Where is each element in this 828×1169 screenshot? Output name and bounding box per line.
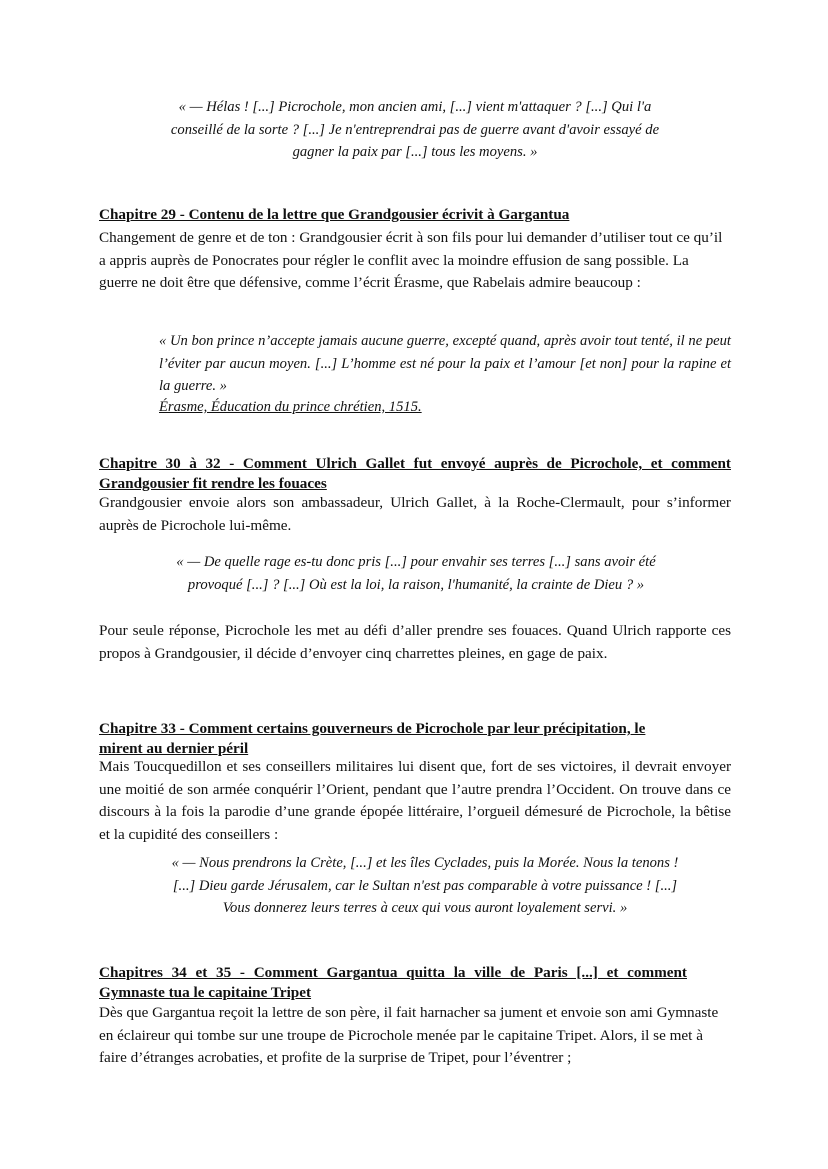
chapter-33-body: Mais Toucquedillon et ses conseillers militaires lui disent que, fort de ses victoires, il devrait envoyer une moitié de son armée conquérir l’Orient, pendant que l’autre prendra l’Occident. On trouve dans ce discours à la fois la parodie d’une grande épopée littéraire, l’orgueil démesuré de Picrochole, la bêtise et la cupidité des conseillers : [99,758,731,843]
chapter-34-body: Dès que Gargantua reçoit la lettre de son père, il fait harnacher sa jument et envoie son ami Gymnaste en éclaireur qui tombe sur une troupe de Picrochole menée par le capitaine Tripet. Alors, il se met à faire d’étranges acrobaties, et profite de la surprise de Tripet, pour l’éventrer ; [99,1004,719,1066]
chapter-30-quote: « — De quelle rage es-tu donc pris [...] pour envahir ses terres [...] sans avoir été provoqué [...] ? [...] Où est la loi, la raison, l'humanité, la crainte de Dieu ? » [176,554,656,593]
chapter-30-body2: Pour seule réponse, Picrochole les met au défi d’aller prendre ses fouaces. Quand Ulrich rapporte ces propos à Grandgousier, il décide d’envoyer cinq charrettes pleines, en gage de paix. [99,622,731,662]
chapter-33-heading [99,719,731,759]
chapter-29-body: Changement de genre et de ton : Grandgousier écrit à son fils pour lui demander d’utiliser tout ce qu’il a appris auprès de Ponocrates pour régler le conflit avec la moindre effusion de sang possible. La guerre ne doit être que défensive, comme l’écrit Érasme, que Rabelais admire beaucoup : [99,229,723,291]
chapter-34-heading [99,963,731,1003]
chapter-34-heading-line1: Chapitres 34 et 35 - Comment Gargantua quitta la ville de Paris [...] et comment [99,964,687,981]
chapter-33-heading-line1: Chapitre 33 - Comment certains gouverneurs de Picrochole par leur précipitation, le [99,720,646,737]
quote-helas: « — Hélas ! [...] Picrochole, mon ancien ami, [...] vient m'attaquer ? [...] Qui l'a conseillé de la sorte ? [...] Je n'entreprendrai pas de guerre avant d'avoir essayé de gagner la paix par [...] tous les moyens. » [170,99,660,160]
chapter-33-quote: « — Nous prendrons la Crète, [...] et les îles Cyclades, puis la Morée. Nous la tenons ! [...] Dieu garde Jérusalem, car le Sultan n'est pas comparable à votre puissance ! [...] Vous donnerez leurs terres à ceux qui vous auront loyalement servi. » [171,855,679,916]
chapter-30-heading-line2: Grandgousier fit rendre les fouaces [99,475,327,492]
chapter-30-heading-line1: Chapitre 30 à 32 - Comment Ulrich Gallet fut envoyé auprès de Picrochole, et comment [99,455,731,472]
erasme-citation: Érasme, Éducation du prince chrétien, 1515. [159,399,422,415]
chapter-30-body: Grandgousier envoie alors son ambassadeur, Ulrich Gallet, à la Roche-Clermault, pour s’informer auprès de Picrochole lui-même. [99,494,731,534]
chapter-29-heading: Chapitre 29 - Contenu de la lettre que Grandgousier écrivit à Gargantua [99,206,570,223]
chapter-34-heading-line2: Gymnaste tua le capitaine Tripet [99,984,312,1001]
chapter-33-heading-line2: mirent au dernier péril [99,740,249,757]
chapter-29-quote: « Un bon prince n’accepte jamais aucune guerre, excepté quand, après avoir tout tenté, il ne peut l’éviter par aucun moyen. [...] L’homme est né pour la paix et l’amour [et non] pour la rapine et la guerre. » [159,333,731,394]
chapter-30-heading [99,454,731,494]
